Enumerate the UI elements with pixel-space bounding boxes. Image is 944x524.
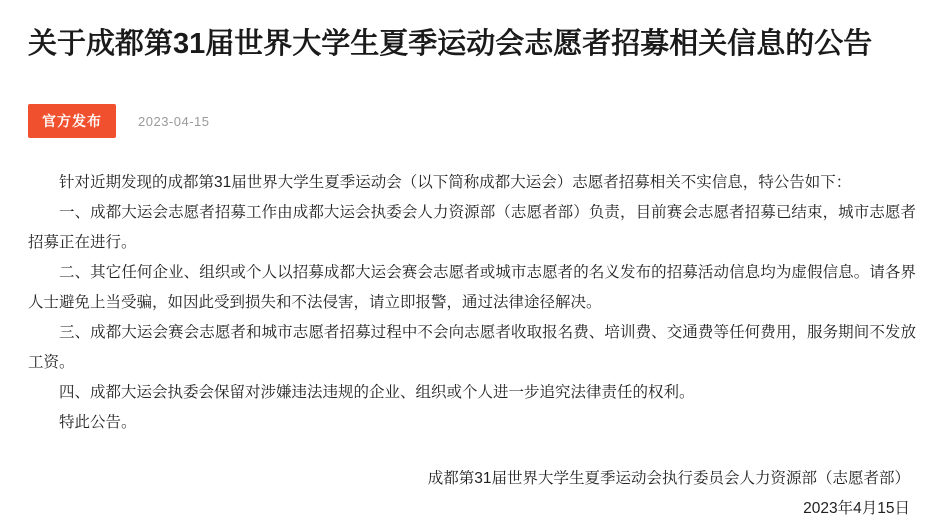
- body-paragraph: 三、成都大运会赛会志愿者和城市志愿者招募过程中不会向志愿者收取报名费、培训费、交通费等任何费用，服务期间不发放工资。: [28, 324, 916, 371]
- body-paragraph: 针对近期发现的成都第31届世界大学生夏季运动会（以下简称成都大运会）志愿者招募相关不实信息，特公告如下：: [59, 174, 852, 191]
- page-title: 关于成都第31届世界大学生夏季运动会志愿者招募相关信息的公告: [28, 28, 873, 60]
- body-paragraph: 四、成都大运会执委会保留对涉嫌违法违规的企业、组织或个人进一步追究法律责任的权利。: [59, 384, 695, 401]
- signature-date: 2023年4月15日: [803, 500, 910, 517]
- article-meta: [28, 104, 916, 138]
- status-badge: 官方发布: [28, 104, 116, 138]
- signature-organization: 成都第31届世界大学生夏季运动会执行委员会人力资源部（志愿者部）: [427, 470, 910, 487]
- article-signature: [28, 464, 916, 524]
- body-paragraph: 二、其它任何企业、组织或个人以招募成都大运会赛会志愿者或城市志愿者的名义发布的招募活动信息均为虚假信息。请各界人士避免上当受骗，如因此受到损失和不法侵害，请立即报警，通过法律途径解决。: [28, 264, 916, 311]
- publish-date: 2023-04-15: [138, 113, 210, 129]
- body-paragraph: 特此公告。: [59, 414, 137, 431]
- article-body: [28, 168, 916, 438]
- body-paragraph: 一、成都大运会志愿者招募工作由成都大运会执委会人力资源部（志愿者部）负责，目前赛会志愿者招募已结束，城市志愿者招募正在进行。: [28, 204, 916, 251]
